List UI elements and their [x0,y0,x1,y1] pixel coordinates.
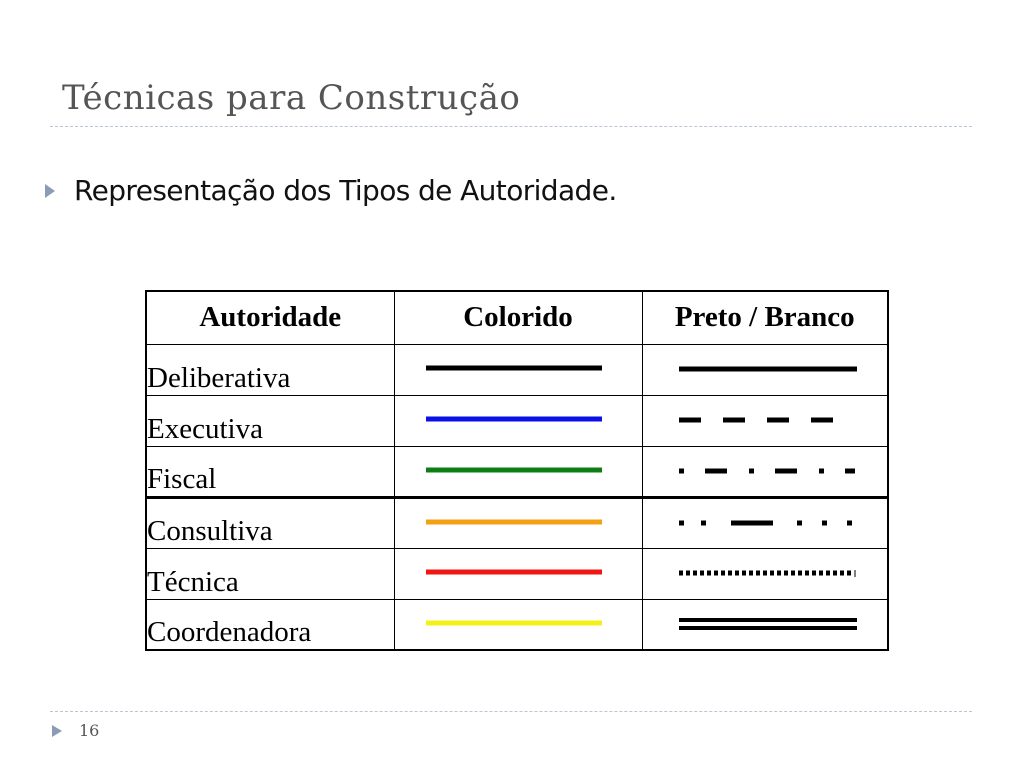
bw-line-dot-dot-dash [679,516,857,530]
bw-line-dashed [679,413,857,427]
table-row [146,446,888,497]
color-line-cell [394,548,642,599]
authority-name: Técnica [146,548,394,599]
bw-line-solid [679,362,857,376]
authority-table [145,290,889,651]
title-divider [50,126,972,127]
table-row [146,344,888,395]
authority-name: Deliberativa [146,344,394,395]
color-line-fiscal [426,467,602,473]
color-line-cell [394,344,642,395]
bw-line-cell [642,344,888,395]
table-row [146,548,888,599]
footer-divider [50,711,972,712]
authority-name: Consultiva [146,497,394,548]
page-number: 16 [79,721,100,740]
color-line-executiva [426,416,602,422]
authority-name: Executiva [146,395,394,446]
authority-name: Fiscal [146,446,394,497]
color-line-cell [394,446,642,497]
bullet-item [44,174,617,207]
color-line-deliberativa [426,365,602,371]
triangle-page-icon [51,724,63,738]
bw-line-dot-dash [679,464,857,478]
bw-line-cell [642,548,888,599]
slide-title: Técnicas para Construção [62,78,521,118]
bw-line-dotted [679,566,857,580]
bullet-text: Representação dos Tipos de Autoridade. [74,174,617,207]
header-colorido: Colorido [394,291,642,344]
color-line-coordenadora [426,620,602,626]
table-row [146,497,888,548]
color-line-cell [394,395,642,446]
authority-name: Coordenadora [146,599,394,650]
table-row [146,395,888,446]
table-row [146,599,888,650]
triangle-bullet-icon [44,183,56,199]
table-header-row [146,291,888,344]
bw-line-cell [642,446,888,497]
header-preto-branco: Preto / Branco [642,291,888,344]
bw-line-cell [642,395,888,446]
header-autoridade: Autoridade [146,291,394,344]
color-line-consultiva [426,519,602,525]
bw-line-double [679,617,857,631]
bw-line-cell [642,599,888,650]
color-line-tecnica [426,569,602,575]
color-line-cell [394,497,642,548]
bw-line-cell [642,497,888,548]
color-line-cell [394,599,642,650]
